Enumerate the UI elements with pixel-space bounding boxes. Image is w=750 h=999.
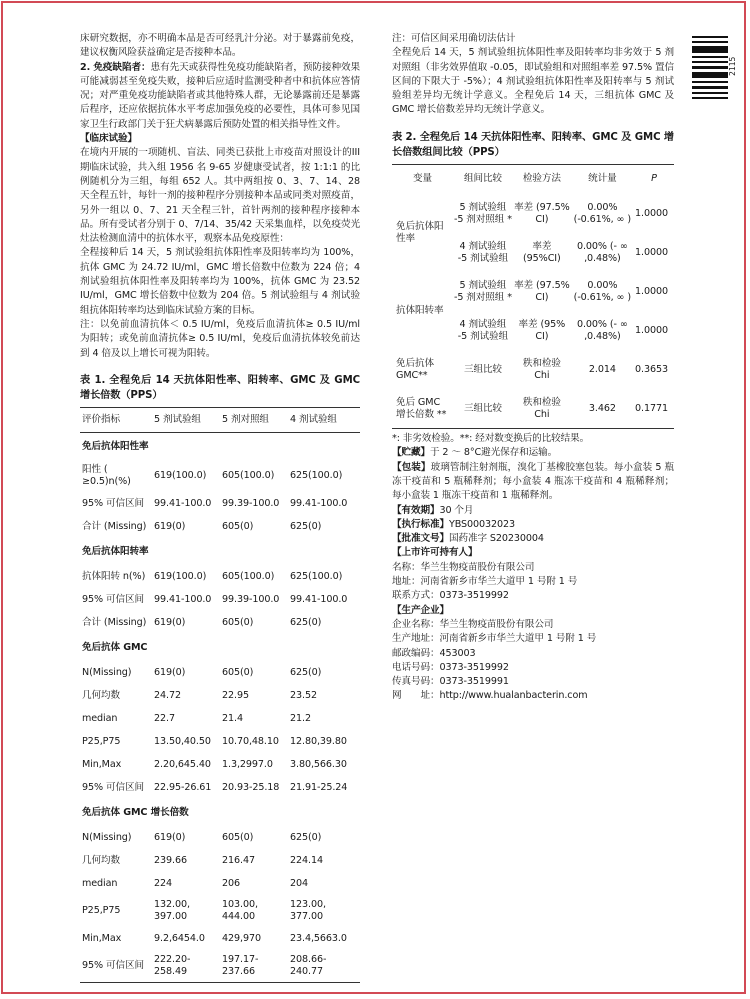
maker-line: 邮政编码：453003: [392, 647, 476, 659]
table2-p: 0.3653: [635, 363, 668, 375]
table1-cell: 99.39-100.0: [222, 497, 280, 509]
table1-cell: 123.00, 377.00: [290, 899, 326, 923]
package-label: 【包装】: [392, 461, 431, 473]
table2-stat: 3.462: [588, 402, 616, 414]
table1-section-row: [80, 634, 360, 661]
table2-cmp: 4 剂试验组 -5 剂试验组: [457, 318, 509, 342]
table1-row-label: 95% 可信区间: [82, 781, 144, 793]
table2-row: [392, 272, 674, 311]
table2-variable: 免后抗体 GMC**: [396, 357, 434, 381]
table1-row: [80, 661, 360, 684]
immunodeficiency-label: 2. 免疫缺陷者：: [80, 61, 151, 73]
table2-header: 统计量: [588, 172, 617, 184]
table1-cell: 216.47: [222, 854, 255, 866]
table1-cell: 619(100.0): [154, 570, 207, 582]
clinical-result-paragraph: 全程接种后 14 天，5 剂试验组抗体阳性率及阳转率均为 100%，抗体 GMC 为 24.72 IU/ml，GMC 增长倍数中位数为 224 倍；4 剂试验组抗体阳性率及阳转率均为 100%，抗体 GMC 为 23.52 IU/ml，GMC 增长倍数中位数为 204 倍。5 剂试验组与 4 剂试验组抗体阳转率均达到临床试验方案的目标。: [80, 247, 360, 316]
table1-row-label: 95% 可信区间: [82, 593, 144, 605]
table1-cell: 625(0): [290, 831, 322, 843]
table1-cell: 21.4: [222, 712, 243, 724]
table1-row-label: median: [82, 877, 118, 889]
table1-cell: 20.93-25.18: [222, 781, 280, 793]
table2-cmp: 5 剂试验组 -5 剂对照组 *: [453, 201, 512, 225]
table1-section-title: 免后抗体 GMC 增长倍数: [82, 806, 189, 818]
table1-row-label: N(Missing): [82, 831, 132, 843]
table1-row-label: Min,Max: [82, 932, 122, 944]
table1-row: [80, 515, 360, 538]
table1-cell: 625(100.0): [290, 570, 343, 582]
paragraph-lactation: 床研究数据，亦不明确本品是否可经乳汁分泌。对于暴露前免疫，建议权衡风险获益确定是否接种本品。: [80, 33, 360, 59]
approval-label: 【批准文号】: [392, 533, 449, 545]
table1-cell: 619(100.0): [154, 470, 207, 482]
table2-p: 0.1771: [635, 402, 668, 414]
table1-section-row: [80, 433, 360, 461]
table1-cell: 625(0): [290, 616, 322, 628]
holder-line: 名称：华兰生物疫苗股份有限公司: [392, 561, 535, 573]
table1-row: [80, 684, 360, 707]
table1-row-label: 合计 (Missing): [82, 520, 147, 532]
table1-cell: 222.20-258.49: [154, 954, 191, 978]
table1-header: 5 剂对照组: [220, 407, 288, 432]
table2-variable: 免后抗体阳性率: [396, 221, 444, 245]
table2-p: 1.0000: [635, 207, 668, 219]
table1-row: [80, 895, 360, 927]
package-line: [392, 461, 674, 504]
holder-heading: 【上市许可持有人】: [392, 547, 478, 559]
right-column: [392, 32, 674, 704]
standard-line: [392, 518, 674, 532]
table1-title: 表 1. 全程免后 14 天抗体阳性率、阳转率、GMC 及 GMC 增长倍数（PPS）: [80, 374, 360, 401]
table1-cell: 22.95: [222, 689, 249, 701]
table1-row: [80, 826, 360, 849]
table2-method: 率差 (97.5% CI): [514, 279, 570, 303]
holder-line: 联系方式：0373-3519992: [392, 590, 509, 602]
table1-row: [80, 492, 360, 515]
validity-label: 【有效期】: [392, 504, 440, 516]
table1-cell: 103.00, 444.00: [222, 899, 258, 923]
table1-cell: 206: [222, 877, 241, 889]
table1-cell: 224: [154, 877, 173, 889]
ci-note: 注：可信区间采用确切法估计: [392, 33, 516, 44]
table2-stat: 0.00% (- ∞ ,0.48%): [576, 240, 628, 264]
table1-row-label: 抗体阳转 n(%): [82, 570, 146, 582]
table1-cell: 9.2,6454.0: [154, 932, 205, 944]
table1-cell: 619(0): [154, 616, 186, 628]
table1-cell: 99.39-100.0: [222, 593, 280, 605]
table1-cell: 625(0): [290, 520, 322, 532]
table1-cell: 625(100.0): [290, 470, 343, 482]
maker-heading: 【生产企业】: [392, 604, 449, 616]
table1-row-label: 几何均数: [82, 854, 120, 866]
table1-row-label: 合计 (Missing): [82, 616, 147, 628]
table1-cell: 605(100.0): [222, 470, 275, 482]
table2-header: 变量: [412, 172, 432, 184]
barcode-icon: [692, 36, 728, 102]
table1-row-label: median: [82, 712, 118, 724]
storage-text: 于 2 ～ 8°C避光保存和运输。: [429, 447, 558, 459]
table2-stat: 0.00% (- ∞ ,0.48%): [576, 318, 628, 342]
table2-p: 1.0000: [635, 324, 668, 336]
barcode-bar: [692, 61, 728, 63]
table2-method: 率差 (95%CI): [523, 240, 561, 264]
table1-row: [80, 460, 360, 492]
table2-method: 秩和检验 Chi: [522, 357, 561, 381]
barcode-bar: [692, 72, 728, 79]
maker-line: 生产地址：河南省新乡市华兰大道甲 1 号附 1 号: [392, 633, 597, 645]
table1-cell: 99.41-100.0: [154, 593, 212, 605]
clinical-trial-paragraph: 在境内开展的一项随机、盲法、同类已获批上市疫苗对照设计的III期临床试验，共入组 1956 名 9-65 岁健康受试者，按 1:1:1 的比例随机分为三组，每组 652 人。其中两组按 0、3、7、14、28 天全程五针，每针一剂的接种程序分别接种本品或同类对照疫苗，另外一组以 0、7、21 天全程三针，首针两剂的接种程序接种本品。所有受试者分别于 0、7/14、35/42 天采集血样，以免疫荧光灶法检测血清中的抗体水平，观察本品免疫原性：: [80, 147, 360, 245]
table1-section-row: [80, 538, 360, 565]
table1-row-label: 95% 可信区间: [82, 960, 144, 972]
table2-stat: 0.00% (-0.61%, ∞ ): [573, 279, 632, 303]
table1-header: 4 剂试验组: [288, 407, 360, 432]
table1-row: [80, 707, 360, 730]
table1-cell: 625(0): [290, 666, 322, 678]
left-column: [80, 32, 360, 983]
table2-header-row: [392, 164, 674, 194]
table1-header: 5 剂试验组: [152, 407, 220, 432]
table1-cell: 239.66: [154, 854, 187, 866]
table1-row-label: Min,Max: [82, 758, 122, 770]
clinical-trial-heading: 【临床试验】: [80, 133, 137, 145]
table1-header: 评价指标: [80, 407, 152, 432]
table2-row: [392, 350, 674, 389]
table2-row: [392, 389, 674, 429]
barcode-number: 2115: [728, 56, 737, 76]
table1-cell: 23.52: [290, 689, 317, 701]
website-line: 网 址：http://www.hualanbacterin.com: [392, 690, 588, 702]
table1-section-title: 免后抗体阳转率: [82, 545, 149, 557]
table2-method: 秩和检验 Chi: [522, 396, 561, 420]
table2: [392, 164, 674, 429]
table1-cell: 1.3,2997.0: [222, 758, 273, 770]
storage-line: [392, 446, 674, 460]
table1-cell: 605(0): [222, 520, 254, 532]
table1-row: [80, 950, 360, 983]
table1-cell: 22.95-26.61: [154, 781, 212, 793]
maker-line: 传真号码：0373-3519991: [392, 676, 509, 688]
clinical-note: 注：以免前血清抗体＜ 0.5 IU/ml，免疫后血清抗体≥ 0.5 IU/ml 为阳转；或免前血清抗体≥ 0.5 IU/ml，免疫后血清抗体较免前达到 4 倍及以上增长可视为阳转。: [80, 318, 360, 359]
table1-cell: 99.41-100.0: [154, 497, 212, 509]
table1-cell: 13.50,40.50: [154, 735, 211, 747]
table1-cell: 24.72: [154, 689, 181, 701]
table1-cell: 619(0): [154, 831, 186, 843]
approval-text: 国药准字 S20230004: [448, 533, 544, 545]
table1-cell: 429,970: [222, 932, 261, 944]
table1-row: [80, 611, 360, 634]
table1-section-title: 免后抗体 GMC: [82, 641, 148, 653]
barcode-bar: [692, 81, 728, 83]
table1-cell: 204: [290, 877, 309, 889]
table2-header: 检验方法: [522, 172, 561, 184]
table1-row: [80, 588, 360, 611]
table1-header-row: [80, 407, 360, 432]
table1: [80, 407, 360, 983]
table2-cmp: 三组比较: [463, 402, 502, 414]
table2-row: [392, 194, 674, 233]
storage-label: 【贮藏】: [392, 447, 430, 459]
table1-cell: 12.80,39.80: [290, 735, 347, 747]
table1-cell: 21.2: [290, 712, 311, 724]
table1-cell: 23.4,5663.0: [290, 932, 347, 944]
holder-line: 地址：河南省新乡市华兰大道甲 1 号附 1 号: [392, 576, 578, 588]
table1-cell: 619(0): [154, 520, 186, 532]
table2-cmp: 三组比较: [463, 363, 502, 375]
standard-text: YBS00032023: [448, 518, 516, 530]
barcode-bar: [692, 92, 728, 94]
table1-cell: 22.7: [154, 712, 175, 724]
table1-cell: 132.00, 397.00: [154, 899, 190, 923]
barcode-bar: [692, 56, 728, 58]
barcode-bar: [692, 86, 728, 88]
table2-title: 表 2. 全程免后 14 天抗体阳性率、阳转率、GMC 及 GMC 增长倍数组间比较（PPS）: [392, 131, 674, 158]
validity-text: 30 个月: [439, 504, 474, 516]
table1-cell: 10.70,48.10: [222, 735, 279, 747]
maker-line: 电话号码：0373-3519992: [392, 661, 509, 673]
table2-stat: 0.00% (-0.61%, ∞ ): [573, 201, 632, 225]
barcode-bar: [692, 46, 728, 53]
barcode-bar: [692, 97, 728, 99]
barcode-bar: [692, 41, 728, 43]
table2-cmp: 4 剂试验组 -5 剂试验组: [457, 240, 509, 264]
table1-cell: 605(0): [222, 616, 254, 628]
approval-line: [392, 532, 674, 546]
maker-line: 企业名称：华兰生物疫苗股份有限公司: [392, 618, 554, 630]
table1-cell: 605(100.0): [222, 570, 275, 582]
table1-cell: 605(0): [222, 666, 254, 678]
table1-cell: 224.14: [290, 854, 323, 866]
table1-row: [80, 753, 360, 776]
barcode-bar: [692, 66, 728, 68]
table1-cell: 21.91-25.24: [290, 781, 348, 793]
noninferiority-paragraph: 全程免后 14 天，5 剂试验组抗体阳性率及阳转率均非劣效于 5 剂对照组（非劣效界值取 -0.05，即试验组和对照组率差 97.5% 置信区间的下限大于 -5%）；4 剂试验组抗体阳性率及阳转率与 5 剂试验组差异均无统计学意义。全程免后 14 天，三组抗体 GMC 及 GMC 增长倍数差异均无统计学意义。: [392, 47, 674, 116]
table2-p: 1.0000: [635, 285, 668, 297]
table2-method: 率差 (95% CI): [518, 318, 566, 342]
table1-row-label: N(Missing): [82, 666, 132, 678]
table1-row: [80, 776, 360, 799]
table1-cell: 99.41-100.0: [290, 497, 348, 509]
table1-row: [80, 872, 360, 895]
table1-row-label: 几何均数: [82, 689, 120, 701]
table1-row: [80, 730, 360, 753]
table1-cell: 3.80,566.30: [290, 758, 347, 770]
paragraph-immunodeficiency: [80, 61, 360, 132]
table2-p: 1.0000: [635, 246, 668, 258]
table2-variable: 抗体阳转率: [396, 305, 444, 317]
table2-cmp: 5 剂试验组 -5 剂对照组 *: [453, 279, 512, 303]
table1-row-label: P25,P75: [82, 735, 121, 747]
table2-header: P: [651, 172, 657, 184]
table1-row-label: 95% 可信区间: [82, 497, 144, 509]
package-text: 玻璃管制注射剂瓶，溴化丁基橡胶塞包装。每小盒装 5 瓶冻干疫苗和 5 瓶稀释剂；每小盒装 4 瓶冻干疫苗和 4 瓶稀释剂；每小盒装 1 瓶冻干疫苗和 1 瓶稀释剂。: [392, 461, 674, 502]
table1-cell: 605(0): [222, 831, 254, 843]
table1-cell: 619(0): [154, 666, 186, 678]
table1-cell: 99.41-100.0: [290, 593, 348, 605]
validity-line: [392, 504, 674, 518]
table1-cell: 197.17-237.66: [222, 954, 259, 978]
table1-section-row: [80, 799, 360, 826]
table1-row: [80, 927, 360, 950]
table2-stat: 2.014: [588, 363, 616, 375]
table1-row-label: P25,P75: [82, 905, 121, 917]
barcode-bar: [692, 36, 728, 38]
immunodeficiency-text: 患有先天或获得性免疫功能缺陷者，预防接种效果可能减弱甚至免疫失败，接种后应适时监测受种者中和抗体应答情况；对严重免疫功能缺陷者或其他特殊人群，无论暴露前还是暴露后程序，还应依据抗体水平考虑加强免疫的必要性，具体可参见国家卫生行政部门关于狂犬病暴露后预防处置的相关指导性文件。: [80, 61, 360, 130]
table1-row: [80, 849, 360, 872]
table2-method: 率差 (97.5% CI): [514, 201, 570, 225]
table1-row: [80, 565, 360, 588]
table2-footnote: *: 非劣效检验。**: 经对数变换后的比较结果。: [392, 433, 590, 445]
table1-cell: 208.66-240.77: [290, 954, 327, 978]
table1-cell: 2.20,645.40: [154, 758, 211, 770]
table1-row-label: 阳性 ( ≥0.5)n(%): [82, 464, 131, 488]
table1-section-title: 免后抗体阳性率: [82, 440, 149, 452]
table2-variable: 免后 GMC 增长倍数 **: [396, 396, 447, 420]
table2-header: 组间比较: [463, 172, 502, 184]
standard-label: 【执行标准】: [392, 518, 449, 530]
